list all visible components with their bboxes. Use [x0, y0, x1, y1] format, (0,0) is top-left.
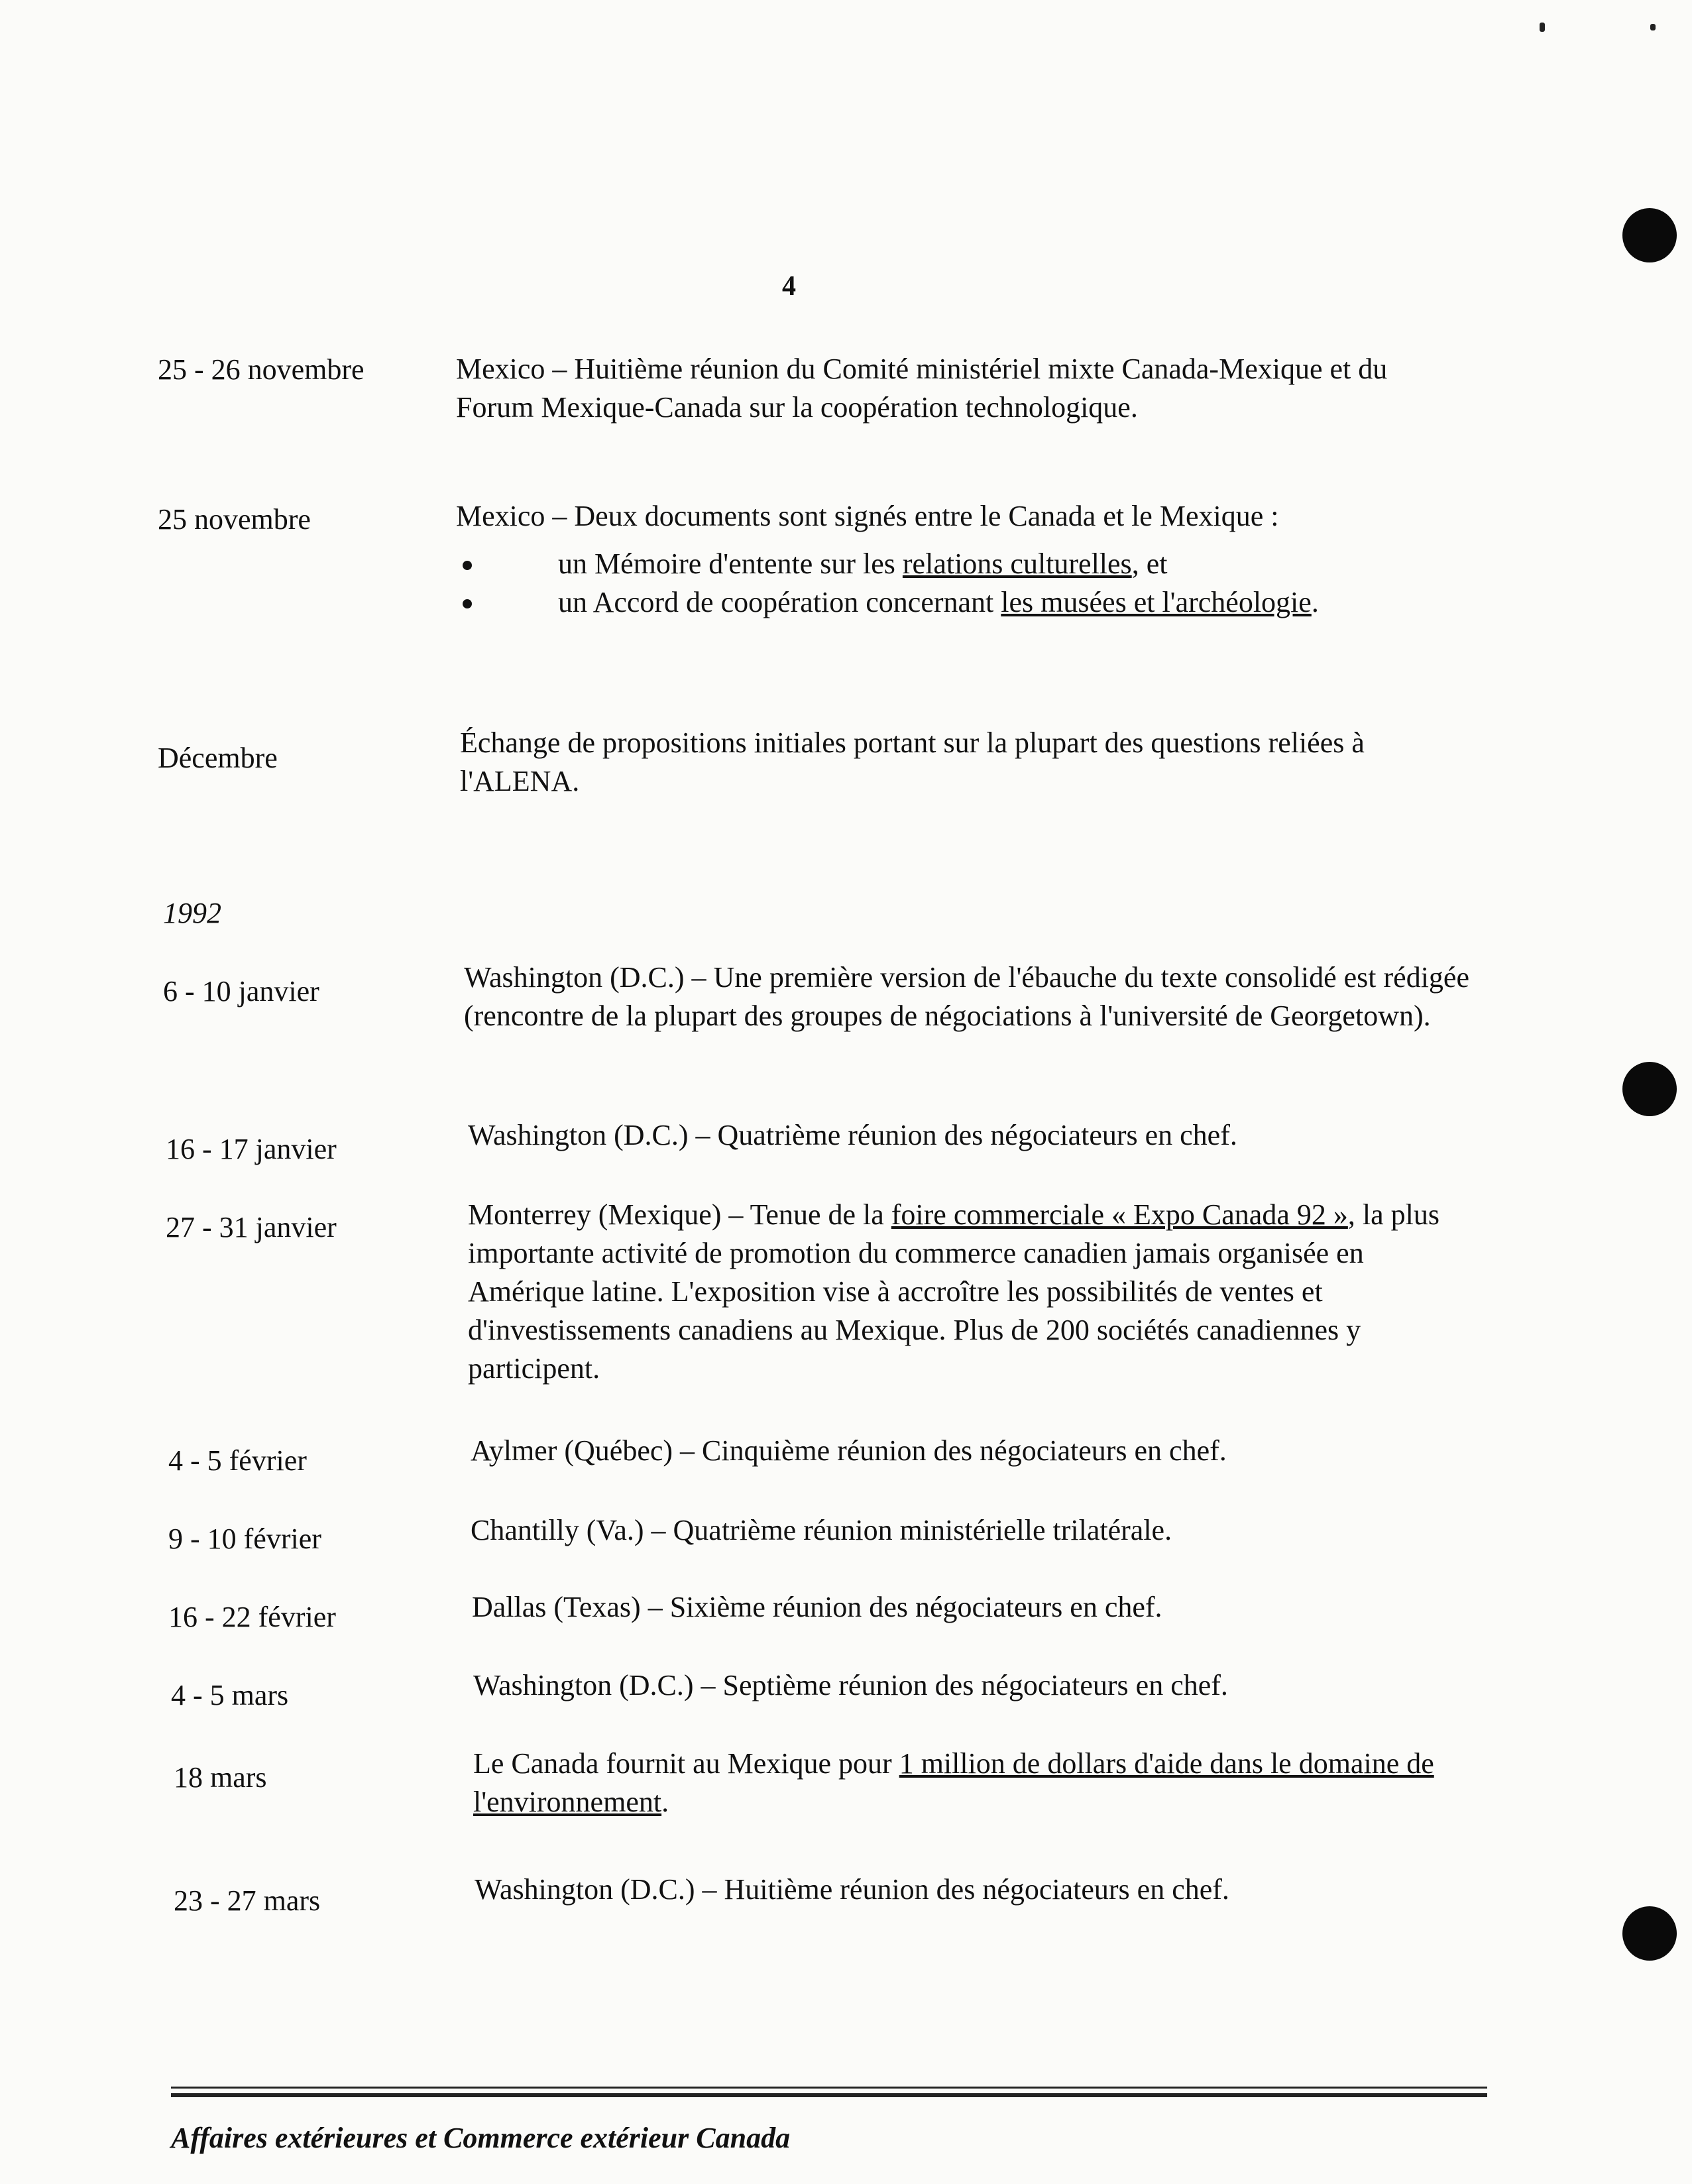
- bullet-icon: [463, 599, 472, 608]
- footer-rule: [171, 2093, 1487, 2097]
- entry-date: 25 - 26 novembre: [158, 353, 365, 386]
- bullet-text-pre: un Mémoire d'entente sur les: [558, 547, 903, 580]
- entry-date: 16 - 17 janvier: [166, 1133, 337, 1165]
- entry-text: Washington (D.C.) – Une première version de l'ébauche du texte consolidé est rédigée (rencontre de la plupart des groupes de négociations à l'université de Georgetown).: [464, 961, 1469, 1032]
- scan-speck: [1540, 23, 1545, 32]
- bullet-icon: [463, 561, 472, 570]
- entry-text: [473, 1745, 1487, 1821]
- entry-text: Dallas (Texas) – Sixième réunion des négociateurs en chef.: [472, 1591, 1162, 1623]
- entry-text: Washington (D.C.) – Septième réunion des négociateurs en chef.: [473, 1669, 1228, 1701]
- bullet-text-post: .: [1311, 586, 1319, 618]
- entry-text: Chantilly (Va.) – Quatrième réunion ministérielle trilatérale.: [471, 1514, 1172, 1546]
- underlined-phrase: foire commerciale « Expo Canada 92 »: [891, 1198, 1348, 1231]
- entry-date: 23 - 27 mars: [174, 1884, 321, 1917]
- entry-text: [456, 497, 1470, 622]
- entry-text: Aylmer (Québec) – Cinquième réunion des négociateurs en chef.: [471, 1434, 1227, 1467]
- punch-hole-top: [1622, 208, 1677, 262]
- entry-text-post: .: [661, 1786, 669, 1818]
- entry-date: 6 - 10 janvier: [163, 975, 319, 1007]
- entry-date: 18 mars: [174, 1761, 267, 1794]
- punch-hole-middle: [1622, 1062, 1677, 1116]
- entry-date: 25 novembre: [158, 503, 311, 536]
- underlined-phrase: relations culturelles: [902, 547, 1132, 580]
- bullet-text-post: , et: [1131, 547, 1168, 580]
- entry-text: [468, 1196, 1482, 1388]
- entry-text: Washington (D.C.) – Huitième réunion des négociateurs en chef.: [475, 1873, 1229, 1906]
- entry-text-post: , la plus importante activité de promotion du commerce canadien jamais organisée en Amérique latine. L'exposition vise à accroître les possibilités de ventes et d'investissements canadiens au Mexique. Plus de 200 sociétés canadiennes y participent.: [468, 1198, 1439, 1385]
- entry-text: Washington (D.C.) – Quatrième réunion des négociateurs en chef.: [468, 1119, 1237, 1151]
- list-item: [456, 583, 1470, 622]
- signed-documents-list: [456, 545, 1470, 622]
- footer-rule: [171, 2087, 1487, 2089]
- bullet-text-pre: un Accord de coopération concernant: [558, 586, 1001, 618]
- underlined-phrase: 1 million de dollars d'aide dans le domaine de l'environnement: [473, 1747, 1434, 1818]
- list-item: [456, 545, 1470, 583]
- entry-date: 4 - 5 février: [168, 1444, 307, 1477]
- entry-date: Décembre: [158, 742, 278, 774]
- entry-text-pre: Le Canada fournit au Mexique pour: [473, 1747, 899, 1780]
- entry-text-pre: Monterrey (Mexique) – Tenue de la: [468, 1198, 891, 1231]
- entry-date: 16 - 22 février: [168, 1601, 336, 1633]
- entry-date: 9 - 10 février: [168, 1523, 321, 1555]
- entry-intro: Mexico – Deux documents sont signés entre le Canada et le Mexique :: [456, 500, 1279, 532]
- scan-speck: [1650, 24, 1656, 30]
- entry-text: Échange de propositions initiales portant sur la plupart des questions reliées à l'ALENA.: [460, 726, 1365, 797]
- entry-date: 27 - 31 janvier: [166, 1211, 337, 1243]
- entry-date: 4 - 5 mars: [171, 1679, 289, 1711]
- punch-hole-bottom: [1622, 1906, 1677, 1961]
- year-heading: 1992: [163, 897, 221, 929]
- entry-text: Mexico – Huitième réunion du Comité ministériel mixte Canada-Mexique et du Forum Mexique-Canada sur la coopération technologique.: [456, 353, 1388, 424]
- underlined-phrase: les musées et l'archéologie: [1001, 586, 1312, 618]
- page-number: 4: [782, 271, 796, 302]
- footer-department: Affaires extérieures et Commerce extérieur Canada: [171, 2122, 791, 2154]
